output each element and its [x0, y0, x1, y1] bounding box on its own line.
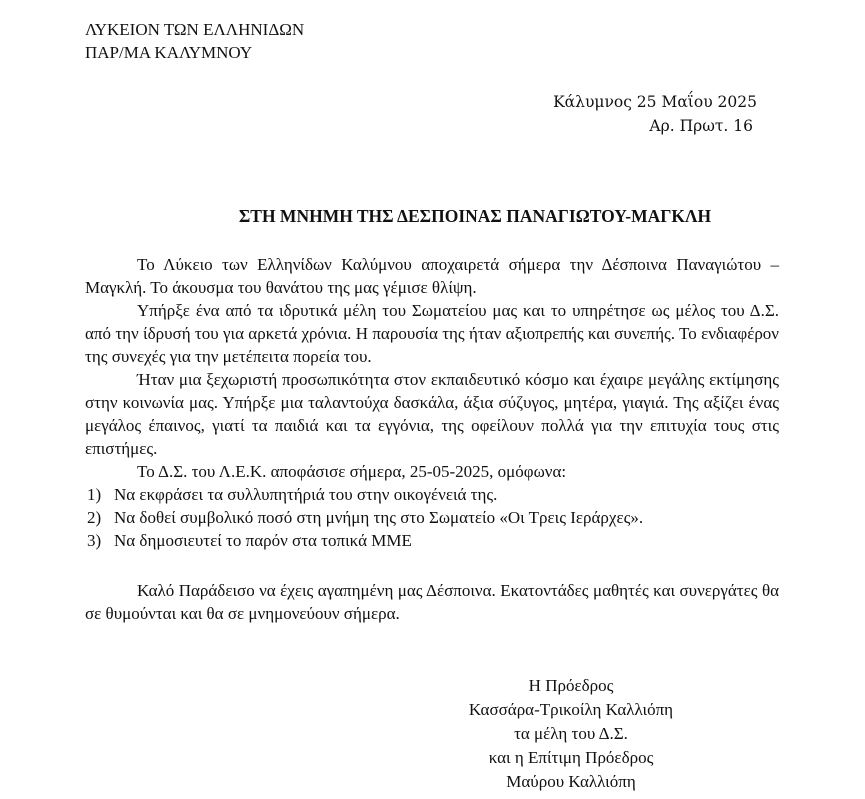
protocol-number: Αρ. Πρωτ. 16: [649, 117, 753, 135]
closing-paragraph: Καλό Παράδεισο να έχεις αγαπημένη μας Δέσποινα. Εκατοντάδες μαθητές και συνεργάτες θα σε θυμούνται και θα σε μνημονεύουν σήμερα.: [85, 581, 779, 623]
document-body: [85, 253, 779, 552]
list-item: [85, 506, 779, 529]
signature-role: Η Πρόεδρος: [528, 676, 614, 695]
signature-president-name: Κασσάρα-Τρικοίλη Καλλιόπη: [468, 700, 674, 719]
list-item-number: 1): [87, 485, 102, 504]
document-title: ΣΤΗ ΜΝΗΜΗ ΤΗΣ ΔΕΣΠΟΙΝΑΣ ΠΑΝΑΓΙΩΤΟΥ-ΜΑΓΚΛΗ: [238, 206, 712, 226]
decision-list: [85, 483, 779, 552]
org-name: ΛΥΚΕΙΟΝ ΤΩΝ ΕΛΛΗΝΙΔΩΝ: [85, 20, 305, 39]
paragraph: Το Λύκειο των Ελληνίδων Καλύμνου αποχαιρετά σήμερα την Δέσποινα Παναγιώτου –Μαγκλή. Το άκουσμα του θανάτου της μας γέμισε θλίψη.: [85, 255, 779, 297]
date-block: [553, 90, 757, 138]
list-item: [85, 529, 779, 552]
document-date: Κάλυμνος 25 Μαΐου 2025: [553, 93, 757, 111]
signature-honorary-name: Μαύρου Καλλιόπη: [506, 772, 636, 791]
decision-intro: Το Δ.Σ. του Λ.Ε.Κ. αποφάσισε σήμερα, 25-05-2025, ομόφωνα:: [137, 462, 567, 481]
organization-header: [85, 18, 304, 64]
list-item-text: Να δημοσιευτεί το παρόν στα τοπικά ΜΜΕ: [114, 531, 412, 550]
list-item: [85, 483, 779, 506]
list-item-number: 2): [87, 508, 102, 527]
org-branch: ΠΑΡ/ΜΑ ΚΑΛΥΜΝΟΥ: [85, 43, 253, 62]
closing-section: [85, 579, 779, 625]
list-item-text: Να δοθεί συμβολικό ποσό στη μνήμη της στο Σωματείο «Οι Τρεις Ιεράρχες».: [114, 508, 644, 527]
signature-board: τα μέλη του Δ.Σ.: [514, 724, 628, 743]
list-item-text: Να εκφράσει τα συλλυπητήριά του στην οικογένειά της.: [114, 485, 498, 504]
signature-honorary-role: και η Επίτιμη Πρόεδρος: [488, 748, 654, 767]
paragraph: Υπήρξε ένα από τα ιδρυτικά μέλη του Σωματείου μας και το υπηρέτησε ως μέλος του Δ.Σ. από την ίδρυσή του για αρκετά χρόνια. Η παρουσία της ήταν αξιοπρεπής και συνεπής. Το ενδιαφέρον της συνεχές για την μετέπειτα πορεία του.: [85, 301, 779, 366]
list-item-number: 3): [87, 531, 102, 550]
paragraph: Ήταν μια ξεχωριστή προσωπικότητα στον εκπαιδευτικό κόσμο και έχαιρε μεγάλης εκτίμησης στην κοινωνία μας. Υπήρξε μια ταλαντούχα δασκάλα, άξια σύζυγος, μητέρα, γιαγιά. Της αξίζει ένας μεγάλος έπαινος, γιατί τα παιδιά και τα εγγόνια, της οφείλουν πολλά για την επιτυχία τους στις επιστήμες.: [85, 370, 779, 458]
signature-block: [440, 674, 702, 794]
